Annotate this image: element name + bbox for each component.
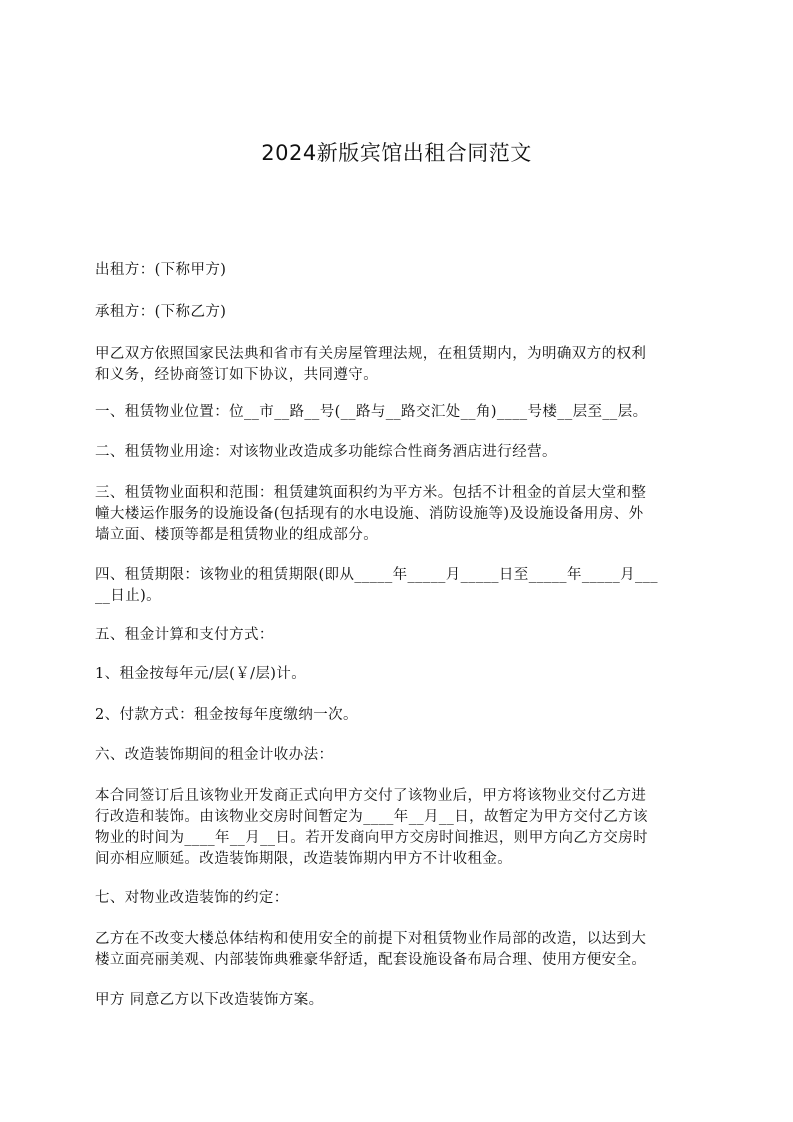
paragraph-preamble <box>95 344 695 386</box>
document-title: 2024新版宾馆出租合同范文 <box>261 141 532 165</box>
paragraph-line: 乙方在不改变大楼总体结构和使用安全的前提下对租赁物业作局部的改造，以达到大 <box>95 931 647 947</box>
paragraph-handover <box>95 786 695 870</box>
paragraph-line: 六、改造装饰期间的租金计收办法： <box>95 747 334 763</box>
paragraph-line: __日止)。 <box>95 588 162 604</box>
paragraph-line: 行改造和装饰。由该物业交房时间暂定为____年__月__日，故暂定为甲方交付乙方该 <box>95 809 648 825</box>
paragraph-line: 间亦相应顺延。改造装饰期限，改造装饰期内甲方不计收租金。 <box>95 851 513 867</box>
paragraph-line: 墙立面、楼顶等都是租赁物业的组成部分。 <box>95 527 379 543</box>
paragraph-renovation-terms <box>95 929 695 971</box>
paragraph-line: 七、对物业改造装饰的约定： <box>95 890 289 906</box>
paragraph-line: 1、租金按每年元/层(￥/层)计。 <box>95 666 307 682</box>
paragraph-line: 幢大楼运作服务的设施设备(包括现有的水电设施、消防设施等)及设施设备用房、外 <box>95 506 644 522</box>
clause-4-term <box>95 565 695 607</box>
paragraph-line: 二、租赁物业用途：对该物业改造成多功能综合性商务酒店进行经营。 <box>95 444 557 460</box>
clause-7-renovation <box>95 888 695 909</box>
paragraph-line: 和义务，经协商签订如下协议，共同遵守。 <box>95 367 379 383</box>
paragraph-lessee <box>95 302 695 323</box>
paragraph-line: 甲方 同意乙方以下改造装饰方案。 <box>95 992 324 1008</box>
paragraph-lessor <box>95 260 695 281</box>
paragraph-line: 楼立面亮丽美观、内部装饰典雅豪华舒适，配套设施设备布局合理、使用方便安全。 <box>95 952 647 968</box>
clause-5-item-1 <box>95 664 695 685</box>
clause-2-usage <box>95 442 695 463</box>
paragraph-line: 2、付款方式：租金按每年度缴纳一次。 <box>95 707 358 723</box>
paragraph-line: 本合同签订后且该物业开发商正式向甲方交付了该物业后，甲方将该物业交付乙方进 <box>95 788 647 804</box>
clause-5-item-2 <box>95 705 695 726</box>
clause-6-renovation-rent <box>95 745 695 766</box>
paragraph-line: 三、租赁物业面积和范围：租赁建筑面积约为平方米。包括不计租金的首层大堂和整 <box>95 485 647 501</box>
paragraph-line: 甲乙双方依照国家民法典和省市有关房屋管理法规，在租赁期内，为明确双方的权利 <box>95 346 647 362</box>
paragraph-line: 出租方：(下称甲方) <box>95 262 227 278</box>
paragraph-line: 四、租赁期限：该物业的租赁期限(即从_____年_____月_____日至_____年_____月___ <box>95 567 658 583</box>
paragraph-line: 承租方：(下称乙方) <box>95 304 227 320</box>
paragraph-line: 一、租赁物业位置：位__市__路__号(__路与__路交汇处__角)____号楼__层至__层。 <box>95 404 648 420</box>
clause-1-location <box>95 402 695 423</box>
paragraph-line: 物业的时间为____年__月__日。若开发商向甲方交房时间推迟，则甲方向乙方交房时 <box>95 830 648 846</box>
clause-5-rent <box>95 625 695 646</box>
clause-3-area <box>95 483 695 546</box>
paragraph-approval <box>95 990 695 1011</box>
paragraph-line: 五、租金计算和支付方式： <box>95 627 274 643</box>
